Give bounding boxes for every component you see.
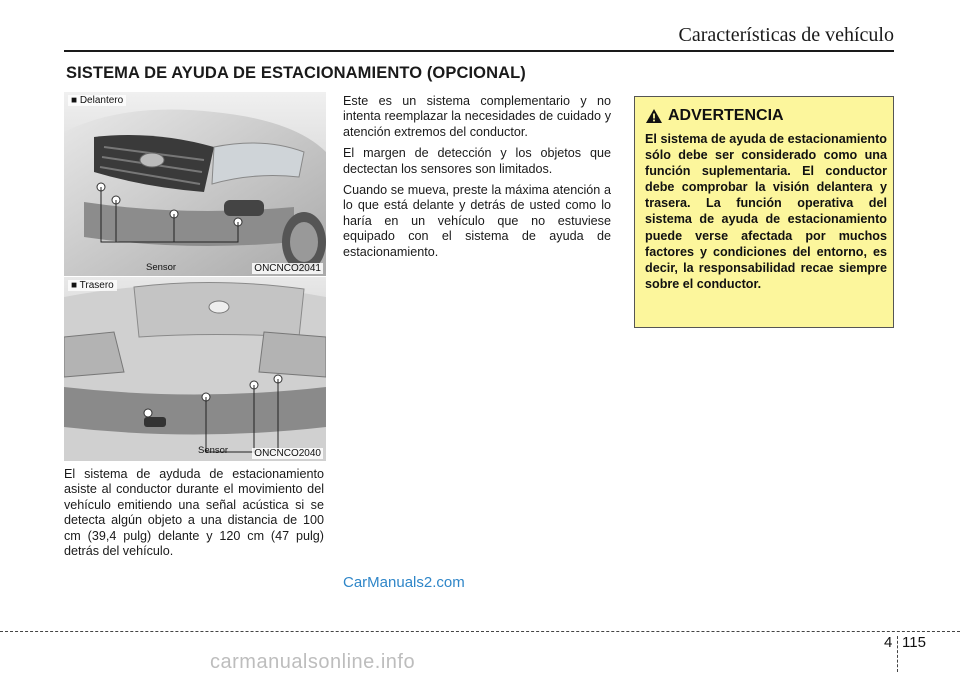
page-number: 115	[902, 634, 926, 651]
figure-label-front: ■ Delantero	[68, 95, 126, 106]
chapter-number: 4	[884, 634, 893, 651]
figure-code-rear: ONCNCO2040	[254, 448, 321, 459]
section-title: SISTEMA DE AYUDA DE ESTACIONAMIENTO (OPCIONAL)	[66, 64, 526, 82]
front-bumper-figure	[64, 92, 326, 276]
rear-bumper-figure	[64, 277, 326, 461]
footer-rule	[0, 631, 960, 632]
warning-header	[645, 107, 784, 125]
warning-title: ADVERTENCIA	[668, 107, 784, 124]
front-car-illustration	[64, 92, 326, 276]
sensor-label-rear: Sensor	[198, 445, 229, 456]
header-rule	[64, 50, 894, 52]
info-paragraph-2: El margen de detección y los objetos que dectectan los sensores son limitados.	[343, 146, 611, 176]
sensor-label-front: Sensor	[146, 262, 177, 273]
page-separator	[897, 636, 898, 672]
figure-code-front: ONCNCO2041	[254, 263, 321, 274]
intro-paragraph: El sistema de ayduda de estacionamiento asiste al conductor durante el movimiento del vehículo emitiendo una señal acústica si se detecta algún objeto a una distancia de 100 cm (39,4 pulg) delante y 120 cm (47 pulg) detrás del vehículo.	[64, 467, 324, 559]
info-column	[343, 94, 611, 266]
site-watermark: carmanualsonline.info	[210, 651, 416, 673]
running-header: Características de vehículo	[678, 24, 894, 46]
warning-box	[634, 96, 894, 328]
warning-triangle-icon	[645, 108, 663, 124]
info-paragraph-3: Cuando se mueva, preste la máxima atención a lo que está delante y detrás de usted como lo haría en un vehículo que no estuviese equipado con el sistema de ayuda de estacionamiento.	[343, 183, 611, 259]
figure-label-rear: ■ Trasero	[68, 280, 117, 291]
warning-body: El sistema de ayuda de estacionamiento sólo debe ser considerado como una función suplementaria. El conductor debe comprobar la visión delantera y trasera. La función operativa del sistema de ayuda de estacionamiento puede verse afectada por muchos factores y condiciones del entorno, es decir, la responsabilidad recae siempre sobre el conductor.	[645, 132, 887, 291]
info-paragraph-1: Este es un sistema complementario y no intenta reemplazar la necesidades de cuidado y atención extremos del conductor.	[343, 94, 611, 139]
watermark-link[interactable]: CarManuals2.com	[343, 574, 465, 591]
rear-car-illustration	[64, 277, 326, 461]
